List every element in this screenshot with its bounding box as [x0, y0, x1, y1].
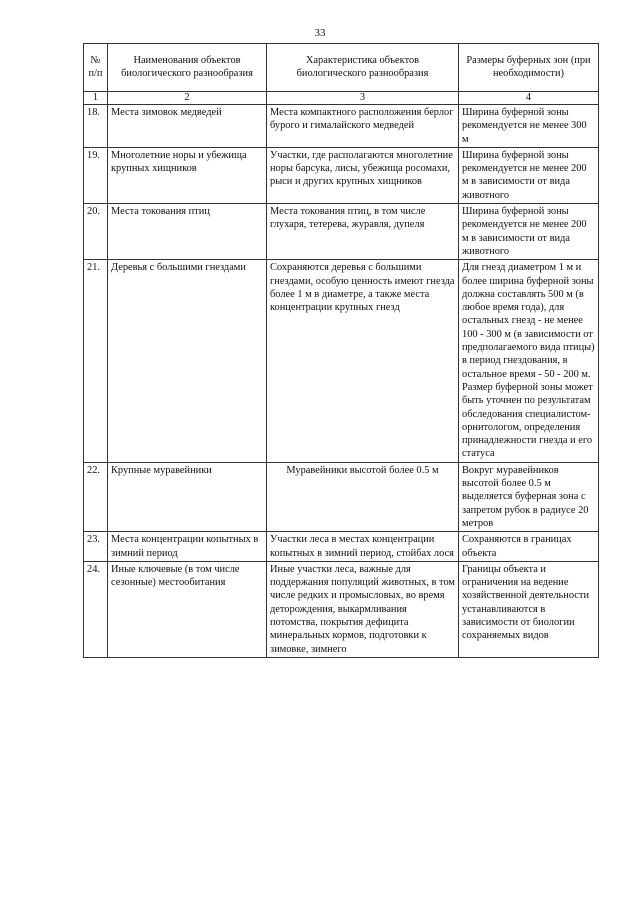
row-buffer: Сохраняются в границах объекта	[459, 532, 599, 562]
index-cell: 3	[267, 92, 459, 105]
row-num: 20.	[84, 204, 108, 260]
page-number: 33	[314, 27, 326, 39]
table-row	[84, 561, 599, 657]
row-desc: Места токования птиц, в том числе глухаря, тетерева, журавля, дупеля	[267, 204, 459, 260]
table-row	[84, 147, 599, 203]
row-buffer: Для гнезд диаметром 1 м и более ширина буферной зоны должна составлять 500 м (в любое время года), для остальных гнезд - не менее 100 - 300 м (в зависимости от предполагаемого вида птицы) в период гнездования, в остальное время - 50 - 200 м. Размер буферной зоны может быть уточнен по результатам обследования специалистом-орнитологом, определения принадлежности гнезда и его статуса	[459, 260, 599, 462]
row-name: Иные ключевые (в том числе сезонные) местообитания	[108, 561, 267, 657]
row-buffer: Ширина буферной зоны рекомендуется не менее 200 м в зависимости от вида животного	[459, 204, 599, 260]
header-name: Наименования объектов биологического разнообразия	[108, 44, 267, 92]
row-num: 23.	[84, 532, 108, 562]
row-buffer: Границы объекта и ограничения на ведение хозяйственной деятельности устанавливаются в зависимости от биологии сохраняемых видов	[459, 561, 599, 657]
row-desc: Участки леса в местах концентрации копытных в зимний период, стойбах лося	[267, 532, 459, 562]
table-row	[84, 204, 599, 260]
row-num: 21.	[84, 260, 108, 462]
table-row	[84, 532, 599, 562]
row-name: Места концентрации копытных в зимний период	[108, 532, 267, 562]
row-name: Многолетние норы и убежища крупных хищников	[108, 147, 267, 203]
row-desc: Иные участки леса, важные для поддержания популяций животных, в том числе редких и промысловых, во время деторождения, выкармливания потомства, покрытия дефицита минеральных кормов, подготовки к зимовке, зимнего	[267, 561, 459, 657]
table-header-row	[84, 44, 599, 92]
index-cell: 1	[84, 92, 108, 105]
row-name: Крупные муравейники	[108, 462, 267, 531]
table-row	[84, 105, 599, 148]
header-desc: Характеристика объектов биологического разнообразия	[267, 44, 459, 92]
row-num: 22.	[84, 462, 108, 531]
row-num: 24.	[84, 561, 108, 657]
table-row	[84, 260, 599, 462]
index-cell: 2	[108, 92, 267, 105]
index-cell: 4	[459, 92, 599, 105]
row-buffer: Вокруг муравейников высотой более 0.5 м выделяется буферная зона с запретом рубок в радиусе 20 метров	[459, 462, 599, 531]
header-num: № п/п	[84, 44, 108, 92]
row-desc: Участки, где располагаются многолетние норы барсука, лисы, убежища росомахи, рыси и других крупных хищников	[267, 147, 459, 203]
header-buffer: Размеры буферных зон (при необходимости)	[459, 44, 599, 92]
table-row	[84, 462, 599, 531]
row-name: Деревья с большими гнездами	[108, 260, 267, 462]
row-num: 19.	[84, 147, 108, 203]
column-index-row	[84, 92, 599, 105]
row-buffer: Ширина буферной зоны рекомендуется не менее 300 м	[459, 105, 599, 148]
row-buffer: Ширина буферной зоны рекомендуется не менее 200 м в зависимости от вида животного	[459, 147, 599, 203]
biodiversity-table	[83, 43, 599, 658]
row-name: Места токования птиц	[108, 204, 267, 260]
row-num: 18.	[84, 105, 108, 148]
row-name: Места зимовок медведей	[108, 105, 267, 148]
row-desc: Сохраняются деревья с большими гнездами, особую ценность имеют гнезда более 1 м в диаметре, а также места концентрации крупных гнезд	[267, 260, 459, 462]
row-desc: Места компактного расположения берлог бурого и гималайского медведей	[267, 105, 459, 148]
row-desc: Муравейники высотой более 0.5 м	[267, 462, 459, 531]
